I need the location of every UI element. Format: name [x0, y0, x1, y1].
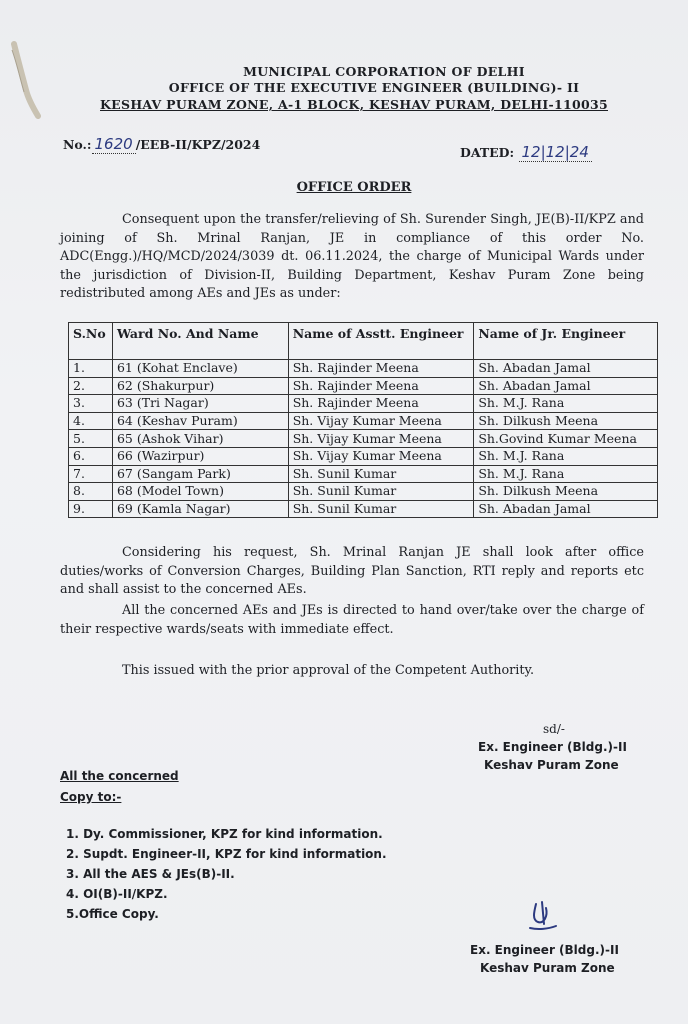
list-item: 2. Supdt. Engineer-II, KPZ for kind information.: [66, 847, 387, 861]
handwritten-number: 1620: [92, 135, 136, 154]
serial-cell: 4.: [69, 412, 113, 430]
junior-engineer-cell: Sh. M.J. Rana: [474, 465, 658, 483]
column-header: Name of Jr. Engineer: [474, 323, 658, 360]
assistant-engineer-cell: Sh. Vijay Kumar Meena: [288, 412, 474, 430]
list-item: 5.Office Copy.: [66, 907, 159, 921]
handover-paragraph: All the concerned AEs and JEs is directed to hand over/take over the charge of their respective wards/seats with immediate effect.: [60, 603, 644, 637]
office-address: KESHAV PURAM ZONE, A-1 BLOCK, KESHAV PURAM, DELHI-110035: [100, 97, 608, 112]
ward-cell: 68 (Model Town): [112, 483, 288, 501]
list-item: 4. OI(B)-II/KPZ.: [66, 887, 168, 901]
table-row: [69, 360, 658, 378]
serial-cell: 1.: [69, 360, 113, 378]
table-row: [69, 500, 658, 518]
ward-cell: 64 (Keshav Puram): [112, 412, 288, 430]
document-title: OFFICE ORDER: [296, 180, 412, 195]
list-item: 1. Dy. Commissioner, KPZ for kind information.: [66, 827, 383, 841]
table-row: [69, 412, 658, 430]
column-header: S.No: [69, 323, 113, 360]
assistant-engineer-cell: Sh. Sunil Kumar: [288, 483, 474, 501]
serial-cell: 7.: [69, 465, 113, 483]
ward-cell: 67 (Sangam Park): [112, 465, 288, 483]
assistant-engineer-cell: Sh. Rajinder Meena: [288, 360, 474, 378]
assistant-engineer-cell: Sh. Vijay Kumar Meena: [288, 447, 474, 465]
reference-label: No.:: [63, 137, 92, 152]
table-row: [69, 430, 658, 448]
table-header-row: [69, 323, 658, 360]
junior-engineer-cell: Sh. M.J. Rana: [474, 395, 658, 413]
intro-paragraph: Consequent upon the transfer/relieving of Sh. Surender Singh, JE(B)-II/KPZ and joining of Sh. Mrinal Ranjan, JE in compliance of this order No. ADC(Engg.)/HQ/MCD/2024/3039 dt. 06.11.2024, the charge of Municipal Wards under the jurisdiction of Division-II, Building Department, Keshav Puram Zone being redistributed among AEs and JEs as under:: [60, 212, 644, 301]
signatory-designation: Ex. Engineer (Bldg.)-II: [470, 943, 619, 957]
table-row: [69, 377, 658, 395]
reference-number: [63, 135, 260, 153]
signatory-zone: Keshav Puram Zone: [484, 758, 619, 772]
copy-to-label: Copy to:-: [60, 790, 122, 804]
junior-engineer-cell: Sh. Dilkush Meena: [474, 412, 658, 430]
approval-paragraph: This issued with the prior approval of the Competent Authority.: [122, 663, 535, 678]
distribution-header: [60, 766, 179, 808]
signature-block-top: [478, 720, 627, 774]
signatory-zone: Keshav Puram Zone: [480, 961, 615, 975]
ward-cell: 62 (Shakurpur): [112, 377, 288, 395]
column-header: Name of Asstt. Engineer: [288, 323, 474, 360]
signed-mark: sd/-: [543, 722, 565, 736]
junior-engineer-cell: Sh. Abadan Jamal: [474, 377, 658, 395]
table-row: [69, 483, 658, 501]
dated-label: DATED:: [460, 145, 515, 160]
assistant-engineer-cell: Sh. Rajinder Meena: [288, 377, 474, 395]
junior-engineer-cell: Sh. Abadan Jamal: [474, 360, 658, 378]
serial-cell: 9.: [69, 500, 113, 518]
request-paragraph: Considering his request, Sh. Mrinal Ranjan JE shall look after office duties/works of Conversion Charges, Building Plan Sanction, RTI reply and reports etc and shall assist to the concerned AEs.: [60, 545, 644, 597]
table-row: [69, 395, 658, 413]
org-name: MUNICIPAL CORPORATION OF DELHI: [243, 64, 525, 79]
assistant-engineer-cell: Sh. Rajinder Meena: [288, 395, 474, 413]
serial-cell: 8.: [69, 483, 113, 501]
all-concerned-label: All the concerned: [60, 769, 179, 783]
ward-cell: 63 (Tri Nagar): [112, 395, 288, 413]
serial-cell: 6.: [69, 447, 113, 465]
junior-engineer-cell: Sh. Dilkush Meena: [474, 483, 658, 501]
ward-cell: 66 (Wazirpur): [112, 447, 288, 465]
serial-cell: 5.: [69, 430, 113, 448]
date-line: [460, 143, 592, 161]
assistant-engineer-cell: Sh. Sunil Kumar: [288, 500, 474, 518]
copy-to-list: [66, 824, 387, 924]
list-item: 3. All the AES & JEs(B)-II.: [66, 867, 235, 881]
column-header: Ward No. And Name: [112, 323, 288, 360]
signatory-designation: Ex. Engineer (Bldg.)-II: [478, 740, 627, 754]
table-row: [69, 447, 658, 465]
office-name: OFFICE OF THE EXECUTIVE ENGINEER (BUILDING)- II: [168, 80, 580, 95]
ward-cell: 65 (Ashok Vihar): [112, 430, 288, 448]
handwritten-signature: [522, 898, 562, 934]
handwritten-date: 12|12|24: [519, 143, 592, 162]
assistant-engineer-cell: Sh. Vijay Kumar Meena: [288, 430, 474, 448]
ward-allocation-table: [68, 322, 658, 518]
serial-cell: 3.: [69, 395, 113, 413]
junior-engineer-cell: Sh.Govind Kumar Meena: [474, 430, 658, 448]
reference-suffix: /EEB-II/KPZ/2024: [135, 137, 261, 152]
junior-engineer-cell: Sh. M.J. Rana: [474, 447, 658, 465]
ward-cell: 61 (Kohat Enclave): [112, 360, 288, 378]
serial-cell: 2.: [69, 377, 113, 395]
assistant-engineer-cell: Sh. Sunil Kumar: [288, 465, 474, 483]
junior-engineer-cell: Sh. Abadan Jamal: [474, 500, 658, 518]
ward-cell: 69 (Kamla Nagar): [112, 500, 288, 518]
signature-block-bottom: [470, 941, 619, 977]
table-row: [69, 465, 658, 483]
